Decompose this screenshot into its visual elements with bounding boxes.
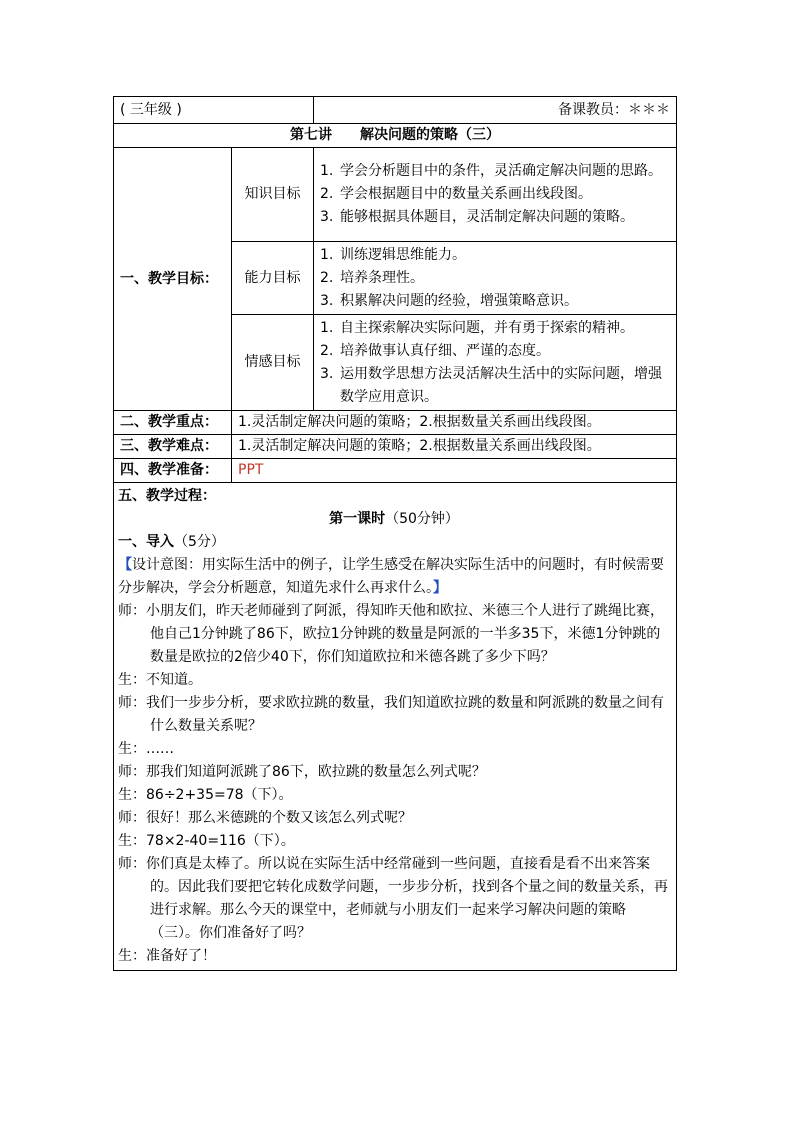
lecture-title: [114, 124, 677, 148]
preparation-value: PPT: [232, 459, 677, 483]
dialogue-line: 师：你们真是太棒了。所以说在实际生活中经常碰到一些问题，直接看是看不出来答案的。因此我们要把它转化成数学问题，一步步分析，找到各个量之间的数量关系，再进行求解。那么今天的课堂中，老师就与小朋友们一起来学习解决问题的策略（三）。你们准备好了吗？: [118, 856, 668, 941]
list-item: 2. 学会根据题目中的数量关系画出线段图。: [320, 186, 593, 202]
dialogue-line: 师：那我们知道阿派跳了86下，欧拉跳的数量怎么列式呢？: [118, 764, 486, 780]
dialogue-line: 生：78×2-40=116（下）。: [118, 833, 295, 849]
objective-group-items: [314, 242, 677, 315]
objective-group-name: 能力目标: [232, 242, 314, 315]
list-item: 1. 自主探索解决实际问题，并有勇于探索的精神。: [320, 319, 635, 336]
dialogue: [118, 600, 670, 968]
key-points-value: 1.灵活制定解决问题的策略；2.根据数量关系画出线段图。: [232, 411, 677, 435]
dialogue-line: 生：不知道。: [118, 672, 202, 688]
objectives-label: 一、教学目标：: [114, 148, 232, 411]
dialogue-line: 生：86÷2+35=78（下）。: [118, 787, 293, 803]
dialogue-line: 师：很好！那么米德跳的个数又该怎么列式呢？: [118, 810, 412, 826]
lesson-title: 第一课时（50分钟）: [329, 511, 459, 527]
teacher-label: 备课教员：＊＊＊: [314, 97, 677, 124]
design-intent: 【设计意图：用实际生活中的例子，让学生感受在解决实际生活中的问题时，有时候需要分步解决，学会分析题意，知道先求什么再求什么。】: [118, 557, 664, 596]
dialogue-line: 师：小朋友们，昨天老师碰到了阿派，得知昨天他和欧拉、米德三个人进行了跳绳比赛，他自己1分钟跳了86下，欧拉1分钟跳的数量是阿派的一半多35下，米德1分钟跳的数量是欧拉的2倍少40下，你们知道欧拉和米德各跳了多少下吗？: [118, 603, 664, 665]
lesson-plan-table: [113, 96, 677, 971]
list-item: 1. 训练逻辑思维能力。: [320, 246, 467, 263]
objective-group-name: 知识目标: [232, 148, 314, 242]
dialogue-line: 生：……: [118, 741, 174, 757]
lecture-number: 第七讲: [290, 127, 332, 143]
lesson-plan-page: [113, 96, 676, 971]
list-item: 3. 积累解决问题的经验，增强策略意识。: [320, 292, 579, 309]
list-item: 2. 培养做事认真仔细、严谨的态度。: [320, 342, 551, 359]
intro-heading: 一、导入（5分）: [118, 534, 225, 550]
objective-group-items: [314, 315, 677, 411]
objective-group-name: 情感目标: [232, 315, 314, 411]
process-label: 五、教学过程：: [118, 488, 216, 504]
difficulties-value: 1.灵活制定解决问题的策略；2.根据数量关系画出线段图。: [232, 435, 677, 459]
list-item: 3. 运用数学思想方法灵活解决生活中的实际问题，增强数学应用意识。: [320, 365, 663, 405]
list-item: 1. 学会分析题目中的条件，灵活确定解决问题的思路。: [320, 163, 663, 179]
key-points-label: 二、教学重点：: [114, 411, 232, 435]
preparation-label: 四、教学准备：: [114, 459, 232, 483]
objective-group-items: [314, 148, 677, 242]
list-item: 3. 能够根据具体题目，灵活制定解决问题的策略。: [320, 209, 635, 225]
teaching-process: [114, 483, 677, 971]
grade-label: ( 三年级 ): [114, 97, 314, 124]
dialogue-line: 师：我们一步步分析，要求欧拉跳的数量，我们知道欧拉跳的数量和阿派跳的数量之间有什么数量关系呢？: [118, 695, 664, 734]
dialogue-line: 生：准备好了！: [118, 948, 216, 964]
list-item: 2. 培养条理性。: [320, 269, 425, 286]
lecture-topic: 解决问题的策略（三）: [360, 127, 500, 143]
difficulties-label: 三、教学难点：: [114, 435, 232, 459]
